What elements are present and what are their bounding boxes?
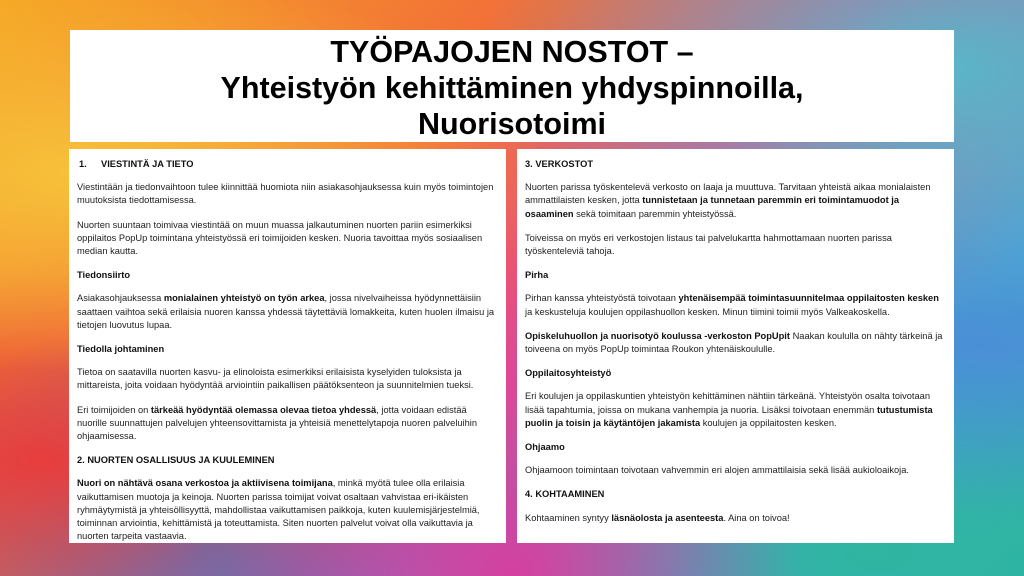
subheading-ohjaamo: Ohjaamo [525, 442, 565, 453]
section-2-heading: 2. NUORTEN OSALLISUUS JA KUULEMINEN [77, 455, 275, 466]
left-column [69, 149, 506, 543]
subheading-tiedonsiirto: Tiedonsiirto [77, 270, 131, 281]
right-column [517, 149, 954, 543]
tiedonsiirto-paragraph: Asiakasohjauksessa monialainen yhteistyö on työn arkea, jossa nivelvaiheissa hyödynnettäisiin saattaen vaihtoa sekä erilaisia nuoren kanssa yhdessä täytettäviä lomakkeita, kuten huolen ilmaisu ja tietojen luovutus lupaa. [77, 293, 495, 330]
title-line-3: Nuorisotoimi [417, 107, 607, 141]
popup-paragraph: Opiskeluhuollon ja nuorisotyö koulussa -verkoston PopUpit Naakan koululla on nähty tärkeinä ja toiveena on myös PopUp toimintaa Roukon yhtenäiskoululle. [525, 330, 943, 355]
section-3-paragraph-1: Nuorten parissa työskentelevä verkosto on laaja ja muuttuva. Tarvitaan yhteistä aikaa monialaisten ammattilaisten kesken, jotta tunnistetaan ja tunnetaan paremmin eri toimintamuodot ja osaaminen sekä toimitaan paremmin yhteistyössä. [525, 182, 931, 219]
subheading-oppilaitosyhteistyo: Oppilaitosyhteistyö [525, 368, 612, 379]
title-line-2: Yhteistyön kehittäminen yhdyspinnoilla, [220, 71, 804, 105]
tiedolla-johtaminen-paragraph-1: Tietoa on saatavilla nuorten kasvu- ja elinoloista esimerkiksi erilaisista kyselyiden tuloksista ja mittareista, joita voidaan hyödyntää arviointiin paikallisen päätöksenteon ja suunnitelmien tueksi. [77, 367, 474, 391]
tiedolla-johtaminen-paragraph-2: Eri toimijoiden on tärkeää hyödyntää olemassa olevaa tietoa yhdessä, jotta voidaan edistää nuorille suunnattujen palvelujen yhteensovittamista ja yhteisiä menettelytapoja nuoren palveluihin ohjaamisessa. [77, 404, 478, 442]
section-1-paragraph-2: Nuorten suuntaan toimivaa viestintää on muun muassa jalkautuminen nuorten pariin esimerkiksi oppilaitos PopUp toimintana yhteistyössä eri toimijoiden kesken. Nuoria tavoittaa myös sosiaalisen median kautta. [77, 219, 483, 257]
section-4-paragraph: Kohtaaminen syntyy läsnäolosta ja asenteesta. Aina on toivoa! [525, 512, 790, 523]
section-3-heading: 3. VERKOSTOT [525, 159, 594, 169]
title-box [70, 30, 954, 142]
section-1-heading: 1. VIESTINTÄ JA TIETO [79, 159, 194, 169]
page-title [70, 30, 954, 142]
subheading-tiedolla-johtaminen: Tiedolla johtaminen [77, 344, 165, 355]
title-line-1: TYÖPAJOJEN NOSTOT – [330, 35, 694, 69]
section-2-paragraph: Nuori on nähtävä osana verkostoa ja aktiivisena toimijana, minkä myötä tulee olla erilaisia vaikuttamisen muotoja ja keinoja. Nuorten parissa toimijat voivat osaltaan vahvistaa eri-ikäisten ryhmäytymistä ja yhteisöllisyyttä, mahdollistaa vaikuttamisen paikkoja, kuten kuulemisjärjestelmiä, toiminnan arviointia, kehittämistä ja toteuttamista. Siten nuorten palvelut voivat olla vaikuttavia ja nuorten tarpeita vastaavia. [77, 478, 480, 542]
section-4-heading: 4. KOHTAAMINEN [525, 489, 605, 500]
section-1-paragraph-1: Viestintään ja tiedonvaihtoon tulee kiinnittää huomiota niin asiakasohjauksessa kuin myös toimintojen muutoksista tiedottamisessa. [77, 182, 494, 206]
section-3-paragraph-2: Toiveissa on myös eri verkostojen listaus tai palvelukartta hahmottamaan nuorten parissa työskenteleviä tahoja. [525, 232, 892, 257]
ohjaamo-paragraph: Ohjaamoon toimintaan toivotaan vahvemmin eri alojen ammattilaisia sekä lisää aukioloaikoja. [525, 465, 909, 476]
subheading-pirha: Pirha [525, 270, 549, 281]
oppilaitosyhteistyo-paragraph: Eri koulujen ja oppilaskuntien yhteistyön kehittäminen nähtiin tärkeänä. Yhteistyön osalta toivotaan lisää tapahtumia, joissa on mukana vanhempia ja nuoria. Lisäksi toivotaan enemmän tutustumista puolin ja toisin ja käytäntöjen jakamista koulujen ja oppilaitosten kesken. [525, 391, 933, 428]
pirha-paragraph: Pirhan kanssa yhteistyöstä toivotaan yhtenäisempää toimintasuunnitelmaa oppilaitosten kesken ja keskusteluja koulujen oppilashuollon kesken. Minun tiimini toimii myös Valkeakoskella. [525, 293, 939, 317]
